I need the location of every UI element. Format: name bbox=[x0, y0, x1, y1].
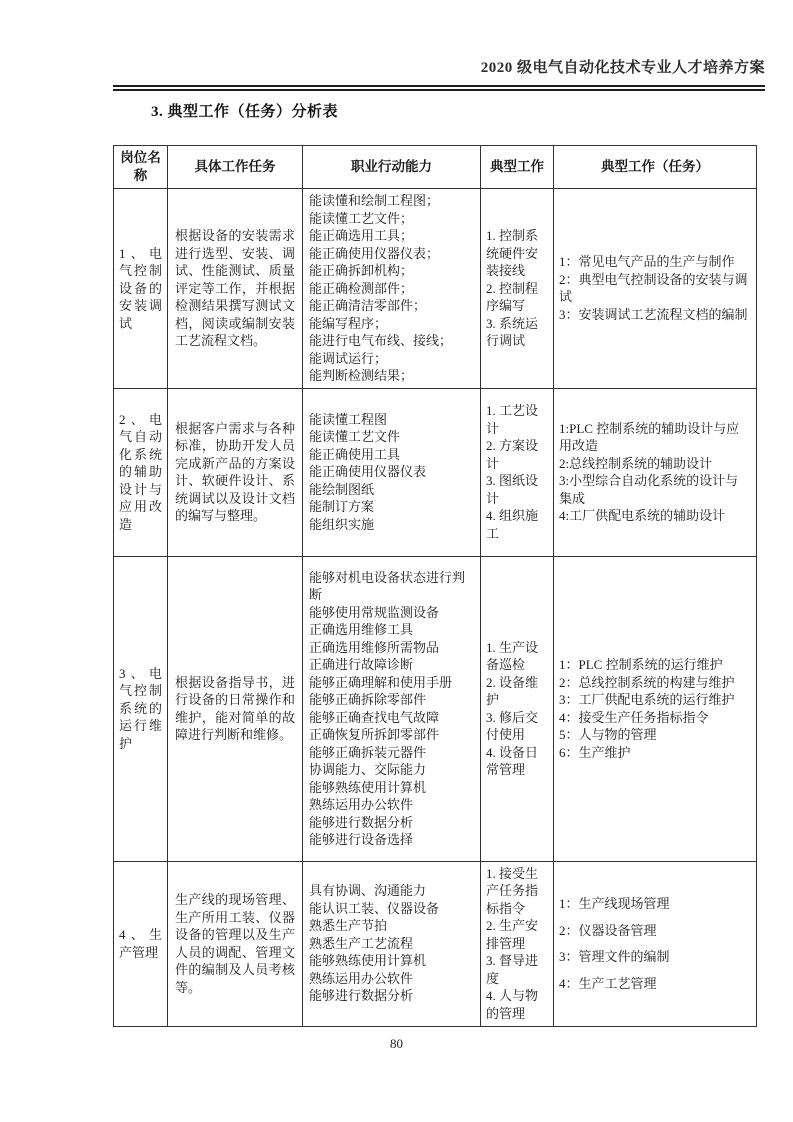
text-line: 1:PLC 控制系统的辅助设计与应用改造 bbox=[559, 420, 740, 453]
position-cell: 1、电气控制设备的安装调试 bbox=[114, 189, 168, 389]
text-line: 具有协调、沟通能力 bbox=[309, 883, 427, 899]
text-line: 能读懂工艺文件； bbox=[309, 210, 414, 226]
text-line: 3：管理文件的编制 bbox=[559, 949, 670, 964]
text-line: 4：生产工艺管理 bbox=[559, 975, 657, 991]
text-line: 能够进行数据分析 bbox=[309, 988, 414, 1004]
text-line: 2:总线控制系统的辅助设计 bbox=[559, 455, 713, 471]
text-line: 1. 接受生产任务指标指令 bbox=[486, 865, 539, 916]
typical-tasks-cell bbox=[554, 189, 757, 389]
typical-work-cell bbox=[481, 189, 554, 389]
abilities-cell bbox=[303, 556, 481, 861]
header-double-rule bbox=[113, 85, 765, 91]
text-line: 1：PLC 控制系统的运行维护 bbox=[559, 657, 723, 672]
text-line: 5：人与物的管理 bbox=[559, 727, 657, 742]
text-line: 能认识工装、仪器设备 bbox=[309, 900, 440, 916]
text-line: 4. 设备日常管理 bbox=[486, 744, 539, 777]
text-line: 能够正确拆装元器件 bbox=[309, 744, 427, 760]
text-line: 能够进行数据分析 bbox=[309, 814, 414, 830]
col-header-abilities: 职业行动能力 bbox=[303, 146, 481, 189]
text-line: 2：典型电气控制设备的安装与调试 bbox=[559, 271, 748, 305]
text-line: 能制订方案 bbox=[309, 499, 375, 515]
text-line: 正确选用维修工具 bbox=[309, 622, 414, 637]
table-header-row bbox=[114, 146, 757, 189]
text-line: 能正确选用工具； bbox=[309, 228, 414, 243]
task-analysis-table bbox=[113, 145, 757, 1027]
table-row bbox=[114, 556, 757, 861]
text-line: 熟悉生产工艺流程 bbox=[309, 935, 414, 951]
text-line: 能够正确理解和使用手册 bbox=[309, 674, 453, 690]
text-line: 能正确使用工具 bbox=[309, 446, 401, 462]
text-line: 能够进行设备选择 bbox=[309, 832, 414, 847]
typical-work-cell bbox=[481, 388, 554, 556]
text-line: 1. 控制系统硬件安装接线 bbox=[486, 228, 539, 278]
position-cell: 2、电气自动化系统的辅助设计与应用改造 bbox=[114, 388, 168, 556]
typical-work-cell bbox=[481, 556, 554, 861]
col-header-tasks: 具体工作任务 bbox=[168, 146, 303, 189]
text-line: 能读懂和绘制工程图； bbox=[309, 193, 440, 208]
text-line: 能够正确查找电气故障 bbox=[309, 709, 440, 725]
text-line: 能正确检测部件； bbox=[309, 280, 414, 296]
text-line: 6：生产维护 bbox=[559, 744, 631, 760]
text-line: 4:工厂供配电系统的辅助设计 bbox=[559, 508, 726, 523]
text-line: 协调能力、交际能力 bbox=[309, 762, 427, 777]
text-line: 2：总线控制系统的构建与维护 bbox=[559, 674, 735, 690]
position-cell: 4、生产管理 bbox=[114, 861, 168, 1026]
page-number: 80 bbox=[390, 1036, 403, 1051]
text-line: 2. 控制程序编写 bbox=[486, 280, 539, 313]
text-line: 能够正确拆除零部件 bbox=[309, 692, 427, 707]
position-cell: 3、电气控制系统的运行维护 bbox=[114, 556, 168, 861]
table-row bbox=[114, 388, 757, 556]
table-row bbox=[114, 189, 757, 389]
table-row bbox=[114, 861, 757, 1026]
text-line: 2. 生产安排管理 bbox=[486, 918, 539, 951]
text-line: 4. 人与物的管理 bbox=[486, 988, 539, 1021]
tasks-cell: 根据设备指导书，进行设备的日常操作和维护，能对简单的故障进行判断和维修。 bbox=[168, 556, 303, 861]
text-line: 正确选用维修所需物品 bbox=[309, 639, 440, 655]
text-line: 能正确清洁零部件； bbox=[309, 298, 427, 313]
text-line: 正确进行故障诊断 bbox=[309, 657, 414, 672]
text-line: 3:小型综合自动化系统的设计与集成 bbox=[559, 473, 739, 506]
text-line: 3. 督导进度 bbox=[486, 953, 539, 986]
text-line: 1：生产线现场管理 bbox=[559, 896, 670, 911]
text-line: 能调试运行； bbox=[309, 350, 388, 366]
text-line: 能进行电气布线、接线； bbox=[309, 333, 453, 348]
text-line: 能正确使用仪器仪表； bbox=[309, 245, 440, 261]
text-line: 1：常见电气产品的生产与制作 bbox=[559, 254, 735, 270]
text-line: 4：接受生产任务指标指令 bbox=[559, 709, 709, 725]
col-header-typical-tasks: 典型工作（任务） bbox=[554, 146, 757, 189]
typical-tasks-cell bbox=[554, 388, 757, 556]
text-line: 4. 组织施工 bbox=[486, 508, 539, 541]
text-line: 能正确拆卸机构； bbox=[309, 263, 414, 278]
text-line: 3. 修后交付使用 bbox=[486, 709, 539, 742]
tasks-cell: 生产线的现场管理、生产所用工装、仪器设备的管理以及生产人员的调配、管理文件的编制及人员考核等。 bbox=[168, 861, 303, 1026]
text-line: 能绘制图纸 bbox=[309, 481, 375, 497]
text-line: 能正确使用仪器仪表 bbox=[309, 464, 427, 480]
col-header-position: 岗位名称 bbox=[114, 146, 168, 189]
text-line: 1. 生产设备巡检 bbox=[486, 639, 539, 672]
typical-work-cell bbox=[481, 861, 554, 1026]
section-title: 3. 典型工作（任务）分析表 bbox=[151, 104, 339, 120]
text-line: 能判断检测结果； bbox=[309, 368, 414, 383]
text-line: 能组织实施 bbox=[309, 516, 375, 532]
abilities-cell bbox=[303, 189, 481, 389]
text-line: 3：工厂供配电系统的运行维护 bbox=[559, 692, 735, 707]
text-line: 能够对机电设备状态进行判断 bbox=[309, 569, 466, 602]
tasks-cell: 根据设备的安装需求进行选型、安装、调试、性能测试、质量评定等工作，并根据检测结果撰写测试文档，阅读或编制安装工艺流程文档。 bbox=[168, 189, 303, 389]
text-line: 熟练运用办公软件 bbox=[309, 970, 414, 986]
text-line: 3. 图纸设计 bbox=[486, 473, 539, 506]
doc-header-title: 2020 级电气自动化技术专业人才培养方案 bbox=[480, 60, 765, 76]
abilities-cell bbox=[303, 861, 481, 1026]
text-line: 2. 方案设计 bbox=[486, 438, 539, 471]
text-line: 熟悉生产节拍 bbox=[309, 918, 388, 934]
text-line: 能够熟练使用计算机 bbox=[309, 953, 427, 969]
text-line: 能编写程序； bbox=[309, 315, 388, 331]
tasks-cell: 根据客户需求与各种标准，协助开发人员完成新产品的方案设计、软硬件设计、系统调试以及设计文档的编写与整理。 bbox=[168, 388, 303, 556]
typical-tasks-cell bbox=[554, 556, 757, 861]
text-line: 能读懂工艺文件 bbox=[309, 429, 401, 445]
text-line: 正确恢复所拆卸零部件 bbox=[309, 727, 440, 742]
text-line: 3：安装调试工艺流程文档的编制 bbox=[559, 306, 748, 322]
text-line: 2. 设备维护 bbox=[486, 674, 539, 707]
col-header-typical-work: 典型工作 bbox=[481, 146, 554, 189]
text-line: 2：仪器设备管理 bbox=[559, 922, 657, 938]
text-line: 能够熟练使用计算机 bbox=[309, 779, 427, 795]
text-line: 能读懂工程图 bbox=[309, 411, 388, 427]
text-line: 熟练运用办公软件 bbox=[309, 797, 414, 812]
typical-tasks-cell bbox=[554, 861, 757, 1026]
abilities-cell bbox=[303, 388, 481, 556]
text-line: 1. 工艺设计 bbox=[486, 403, 539, 436]
text-line: 3. 系统运行调试 bbox=[486, 315, 539, 348]
text-line: 能够使用常规监测设备 bbox=[309, 604, 440, 620]
